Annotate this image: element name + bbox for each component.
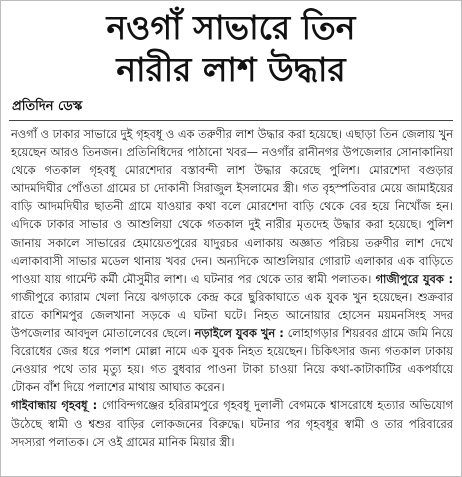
intro-text: নওগাঁ ও ঢাকার সাভারে দুই গৃহবধূ ও এক তরুণীর লাশ উদ্ধার করা হয়েছে। এছাড়া তিন জেলায় খুন হয়েছেন আরও তিনজন। প্রতিনিধিদের পাঠানো খবর— নওগাঁর রানীনগর উপজেলার সোনাকানিয়া থেকে গতকাল গৃহবধূ মোরশেদার বস্তাবন্দী লাশ উদ্ধার করেছে পুলিশ। মোরশেদা বগুড়ার আদমদিঘীর পোঁওতা গ্রামের চা দোকানী সিরাজুল ইসলামের স্ত্রী। গত বৃহস্পতিবার মেয়ে জামাইয়ের বাড়ি আদমদিঘীর ছাতনী গ্রামে যাওয়ার কথা বলে মোরশেদা বাড়ি থেকে বের হয়ে নিখোঁজ হন। এদিকে ঢাকার সাভার ও আশুলিয়া থেকে গতকাল দুই নারীর মৃতদেহ উদ্ধার করা হয়েছে। পুলিশ জানায় সকালে সাভারের হেমায়েতপুরের যাদুরচর এলাকায় অজ্ঞাত পরিচয় তরুণীর লাশ দেখে এলাকাবাসী সাভার মডেল থানায় খবর দেন। অন্যদিকে আশুলিয়ার গোরাট এলাকার এক বাড়িতে পাওয়া যায় গার্মেন্ট কর্মী মৌসুমীর লাশ। এ ঘটনার পর থেকে তার স্বামী পলাতক। [11, 127, 453, 286]
byline-divider [9, 120, 453, 121]
subhead-gaibandha: গাইবান্ধায় গৃহবধূ : [11, 398, 98, 413]
article-paragraph [11, 125, 453, 396]
narail-text: লোহাগড়ার শিয়রবর গ্রামে জমি নিয়ে বিরোধের জের ধরে পলাশ মোল্লা নামে এক যুবক নিহত হয়েছেন। চিকিৎসার জন্য গতকাল ঢাকায় নেওয়ার পথে তার মৃত্যু হয়। গত বুধবার পাওনা টাকা চাওয়া নিয়ে কথা-কাটাকাটির একপর্যায়ে টোকন বাঁশ দিয়ে পলাশের মাথায় আঘাত করেন। [11, 326, 453, 395]
byline: প্রতিদিন ডেস্ক [12, 99, 83, 114]
article-paragraph-gaibandha [11, 396, 453, 450]
gaibandha-text: গোবিন্দগঞ্জের হরিরামপুরে গৃহবধূ দুলালী বেগমকে শ্বাসরোধে হত্যার অভিযোগ উঠেছে স্বামী ও শ্বশুর বাড়ির লোকজনের বিরুদ্ধে। ঘটনার পর গৃহবধূর স্বামী ও তার পরিবারের সদস্যরা পলাতক। সে ওই গ্রামের মানিক মিয়ার স্ত্রী। [11, 398, 454, 449]
subhead-narail: নড়াইলে যুবক খুন : [194, 326, 284, 341]
article-body [11, 125, 453, 451]
headline-line-2: নারীর লাশ উদ্ধার [116, 50, 346, 89]
headline [1, 7, 461, 91]
subhead-gazipur: গাজীপুরে যুবক : [375, 271, 453, 286]
gazipur-text: গাজীপুরে ক্যারাম খেলা নিয়ে ঝগড়াকে কেন্দ্র করে ছুরিকাঘাতে এক যুবক খুন হয়েছেন। শুক্রবার রাতে কাশিমপুর জেলখানা সড়কে এ ঘটনা ঘটে। নিহত আনোয়ার হোসেন ময়মনসিংহ সদর উপজেলার আবদুল মোতালেবের ছেলে। [11, 289, 453, 341]
headline-line-1: নওগাঁ সাভারে তিন [106, 8, 356, 47]
